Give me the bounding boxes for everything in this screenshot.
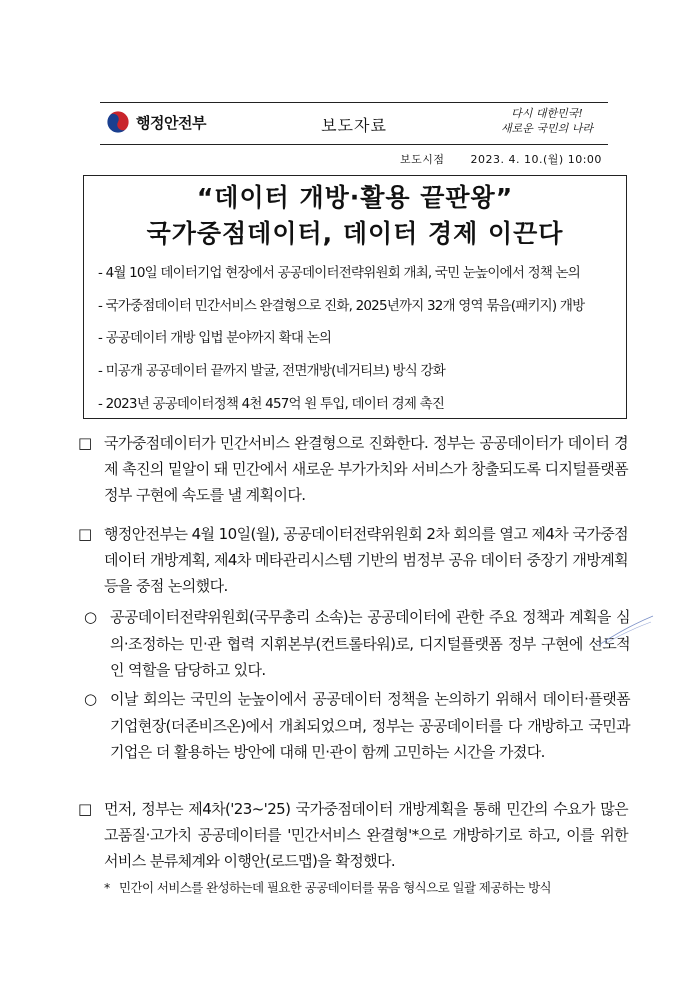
square-bullet: □ xyxy=(78,800,92,818)
org-name: 행정안전부 xyxy=(136,113,206,132)
paragraph-text: 먼저, 정부는 제4차('23~'25) 국가중점데이터 개방계획을 통해 민간의 수요가 많은 고품질·고가치 공공데이터를 '민간서비스 완결형'*으로 개방하기로 하고, 이를 위한 서비스 분류체계와 이행안(로드맵)을 확정했다. xyxy=(104,800,628,870)
headline-box xyxy=(83,175,627,419)
slogan-line-1: 다시 대한민국! xyxy=(511,107,583,120)
paragraph-text: 행정안전부는 4월 10일(월), 공공데이터전략위원회 2차 회의를 열고 제4차 국가중점데이터 개방계획, 제4차 메타관리시스템 기반의 범정부 공유 데이터 중장기 개방계획 등을 중점 논의했다. xyxy=(104,525,628,595)
body-paragraph-3 xyxy=(78,796,628,874)
square-bullet: □ xyxy=(78,434,92,452)
release-time-label: 보도시점 xyxy=(400,153,445,166)
paragraph-text: 국가중점데이터가 민간서비스 완결형으로 진화한다. 정부는 공공데이터가 데이터 경제 촉진의 밑알이 돼 민간에서 새로운 부가가치와 서비스가 창출되도록 디지털플랫폼정부 구현에 속도를 낼 계획이다. xyxy=(104,434,628,504)
paragraph-text: 공공데이터전략위원회(국무총리 소속)는 공공데이터에 관한 주요 정책과 계획을 심의·조정하는 민·관 협력 지휘본부(컨트롤타워)로, 디지털플랫폼 정부 구현에 선도적인 역할을 담당하고 있다. xyxy=(110,608,630,679)
footnote-marker: * xyxy=(104,880,110,895)
body-paragraph-1 xyxy=(78,430,628,508)
slogan-line-2: 새로운 국민의 나라 xyxy=(500,122,593,135)
circle-bullet: ○ xyxy=(84,690,97,708)
release-time xyxy=(400,151,602,167)
subpoint-3: - 공공데이터 개방 입법 분야까지 확대 논의 xyxy=(98,330,332,346)
footnote-text: 민간이 서비스를 완성하는데 필요한 공공데이터를 묶음 형식으로 일괄 제공하는 방식 xyxy=(119,880,552,895)
subpoint-2: - 국가중점데이터 민간서비스 완결형으로 진화, 2025년까지 32개 영역 묶음(패키지) 개방 xyxy=(98,298,585,314)
circle-bullet: ○ xyxy=(84,608,97,626)
subpoint-4: - 미공개 공공데이터 끝까지 발굴, 전면개방(네거티브) 방식 강화 xyxy=(98,363,445,379)
sub-paragraph-2 xyxy=(84,686,630,766)
letterhead xyxy=(100,102,608,145)
release-time-value: 2023. 4. 10.(월) 10:00 xyxy=(470,153,602,166)
headline-line-2: 국가중점데이터, 데이터 경제 이끈다 xyxy=(146,219,564,248)
paragraph-text: 이날 회의는 국민의 눈높이에서 공공데이터 정책을 논의하기 위해서 데이터·플랫폼 기업현장(더존비즈온)에서 개최되었으며, 정부는 공공데이터를 다 개방하고 국민과 기업은 더 활용하는 방안에 대해 민·관이 함께 고민하는 시간을 가졌다. xyxy=(110,690,630,761)
subpoint-1: - 4월 10일 데이터기업 현장에서 공공데이터전략위원회 개최, 국민 눈높이에서 정책 논의 xyxy=(98,265,581,281)
doc-type-label: 보도자료 xyxy=(321,116,387,135)
footnote xyxy=(104,878,551,896)
slogan xyxy=(492,106,602,136)
body-paragraph-2 xyxy=(78,521,628,599)
sub-paragraph-1 xyxy=(84,604,630,684)
pen-mark-icon xyxy=(595,612,655,648)
square-bullet: □ xyxy=(78,525,92,543)
subpoint-5: - 2023년 공공데이터정책 4천 457억 원 투입, 데이터 경제 촉진 xyxy=(98,396,445,412)
headline-line-1: “데이터 개방·활용 끝판왕” xyxy=(196,183,514,212)
